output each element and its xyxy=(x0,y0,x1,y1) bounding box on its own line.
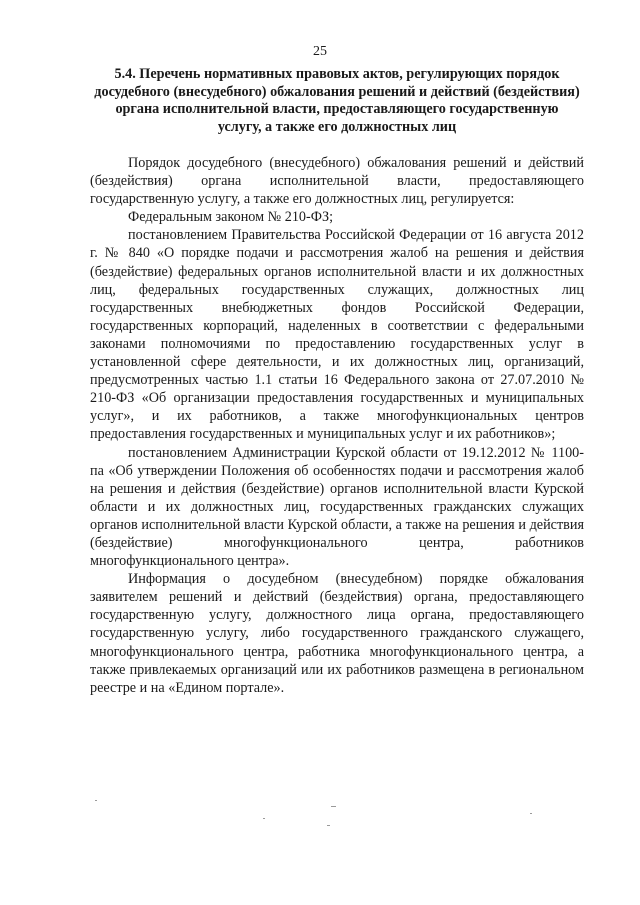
scan-speck xyxy=(327,825,330,826)
paragraph-information: Информация о досудебном (внесудебном) порядке обжалования заявителем решений и действий (бездействия) органа, предоставляющего государственную услугу, должностного лица органа, предоставляющего государственную услугу, либо государственного гражданского служащего, многофункционального центра, работника многофункционального центра, а также привлекаемых организаций или их работников размещена в региональном реестре и на «Едином портале». xyxy=(90,571,584,696)
paragraph-federal-law: Федеральным законом № 210-ФЗ; xyxy=(128,209,334,226)
scan-speck xyxy=(263,818,265,819)
paragraph-government-resolution: постановлением Правительства Российской Федерации от 16 августа 2012 г. № 840 «О порядке подачи и рассмотрения жалоб на решения и действия (бездействие) федеральных органов исполнительной власти и их должностных лиц, федеральных государственных служащих, должностных лиц государственных внебюджетных фондов Российской Федерации, государственных корпораций, наделенных в соответствии с федеральными законами полномочиями по предоставлению государственных услуг в установленной сфере деятельности, и их должностных лиц, организаций, предусмотренных частью 1.1 статьи 16 Федерального закона от 27.07.2010 № 210-ФЗ «Об организации предоставления государственных и муниципальных услуг», и их работников, а также многофункциональных центров предоставления государственных и муниципальных услуг и их работников»; xyxy=(90,227,584,443)
scan-speck xyxy=(530,813,532,814)
section-body xyxy=(90,154,584,697)
paragraph-intro: Порядок досудебного (внесудебного) обжалования решений и действий (бездействия) органа исполнительной власти, предоставляющего государственную услугу, а также его должностных лиц, регулируется: xyxy=(90,155,584,208)
section-heading: 5.4. Перечень нормативных правовых актов, регулирующих порядок досудебного (внесудебного) обжалования решений и действий (бездействия) органа исполнительной власти, предоставляющего государственную услугу, а также его должностных лиц xyxy=(94,66,580,135)
page-number: 25 xyxy=(313,44,327,59)
scan-speck xyxy=(331,806,336,807)
paragraph-kursk-resolution: постановлением Администрации Курской области от 19.12.2012 № 1100-па «Об утверждении Положения об особенностях подачи и рассмотрения жалоб на решения и действия (бездействие) органов исполнительной власти Курской области и их должностных лиц, государственных гражданских служащих органов исполнительной власти Курской области, а также на решения и действия (бездействие) многофункционального центра, работников многофункционального центра». xyxy=(90,444,584,570)
scan-speck xyxy=(95,800,97,801)
